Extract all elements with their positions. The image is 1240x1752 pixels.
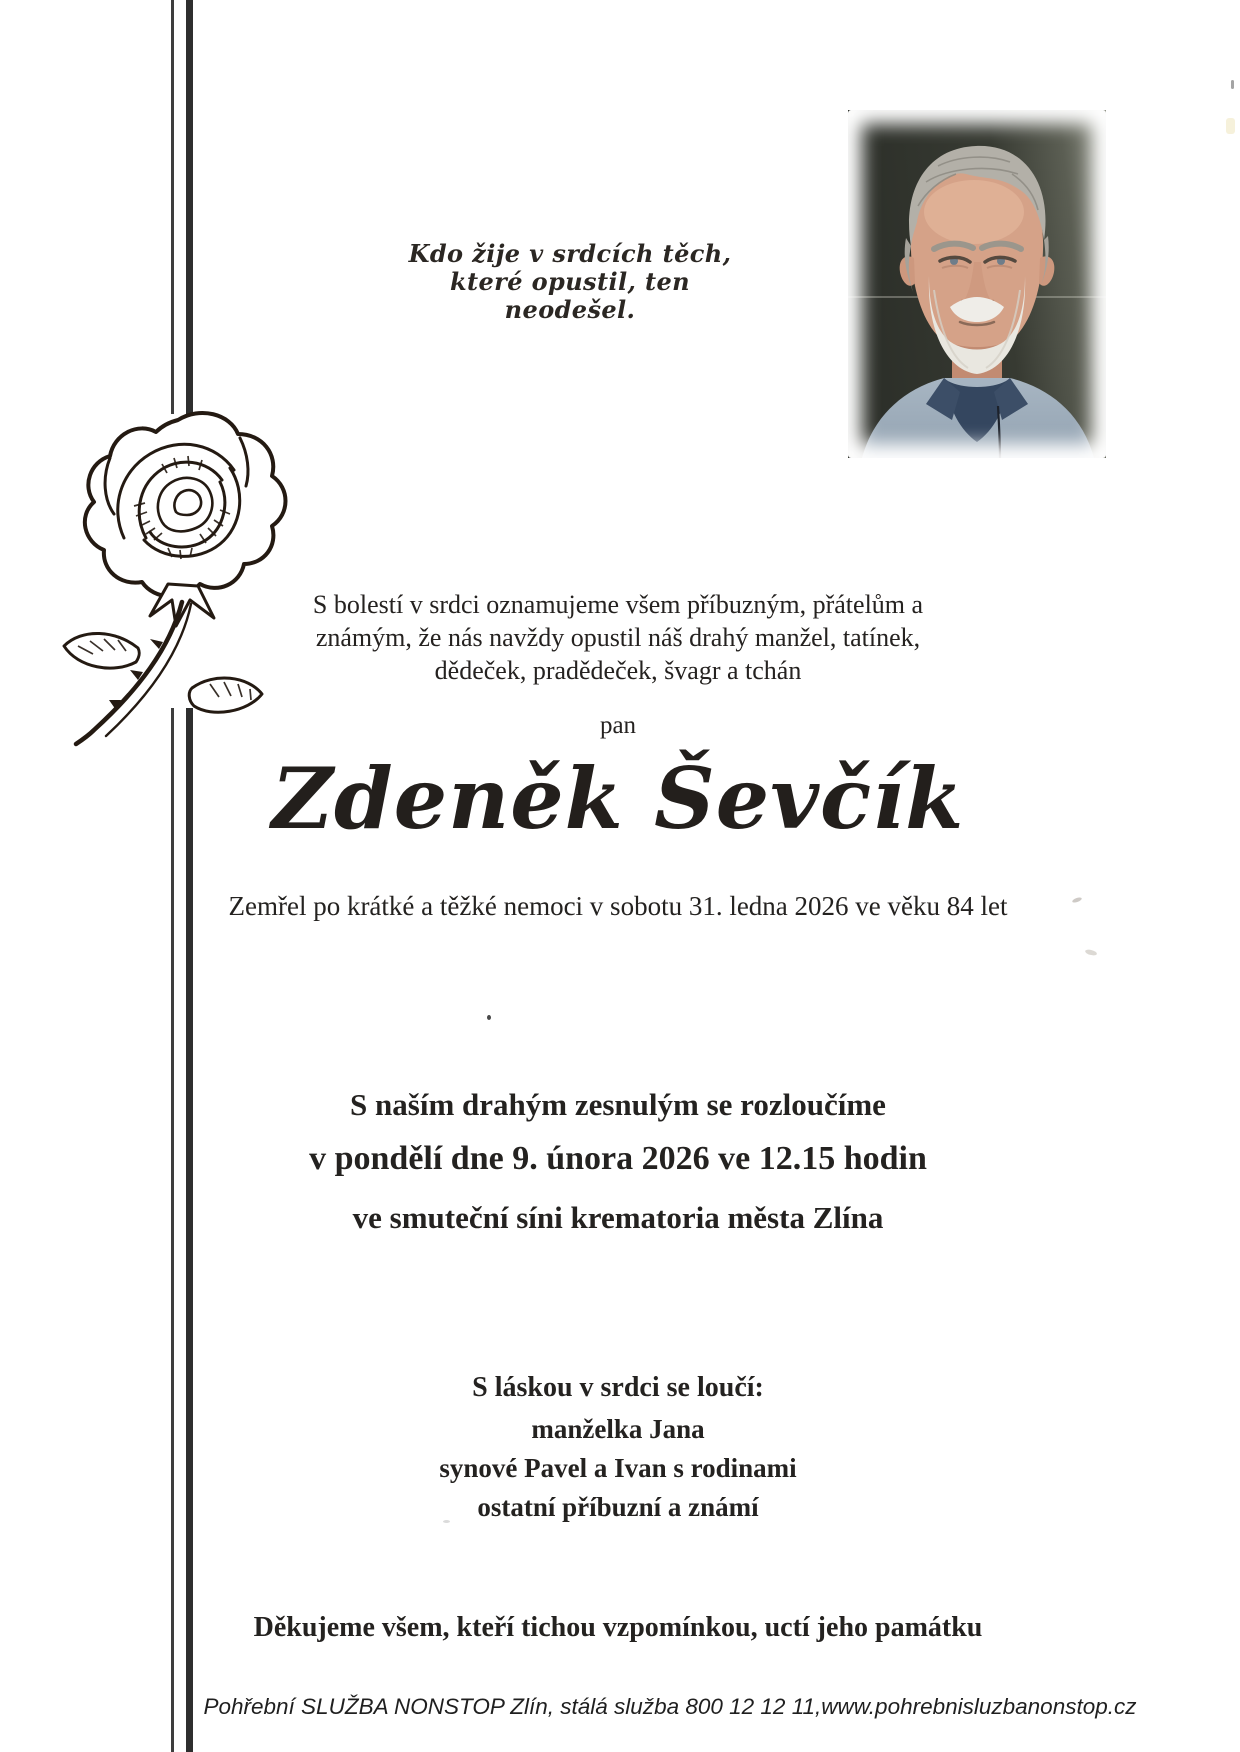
scan-speck (1072, 896, 1083, 903)
portrait-photo-icon (848, 110, 1106, 458)
quote-line: Kdo žije v srdcích těch, (408, 239, 732, 268)
thanks-line: Děkujeme všem, kteří tichou vzpomínkou, uctí jeho památku (253, 1612, 983, 1643)
announcement-line: dědeček, pradědeček, švagr a tchán (434, 656, 802, 685)
ceremony-line: S naším drahým zesnulým se rozloučíme (350, 1087, 886, 1122)
mourner-line: ostatní příbuzní a známí (477, 1492, 759, 1522)
rose-icon (50, 388, 295, 753)
mourner-line: synové Pavel a Ivan s rodinami (439, 1453, 797, 1483)
portrait-photo (848, 110, 1106, 458)
scan-speck (443, 1520, 450, 1523)
scan-speck (1231, 80, 1234, 89)
announcement-line: známým, že nás navždy opustil náš drahý manžel, tatínek, (315, 623, 921, 652)
deceased-name: Zdeněk Ševčík (271, 749, 965, 848)
quote-line: které opustil, ten (449, 267, 691, 296)
quote-line: neodešel. (504, 295, 636, 324)
scan-speck (1085, 949, 1098, 957)
scan-speck (1226, 118, 1235, 134)
scan-speck (487, 1015, 491, 1020)
announcement-line: S bolestí v srdci oznamujeme všem příbuzným, přátelům a (312, 590, 924, 619)
left-thick-rule-top (186, 0, 193, 414)
rose-illustration (50, 388, 295, 753)
memorial-quote (330, 240, 810, 324)
death-notice: Zemřel po krátké a těžké nemoci v sobotu 31. ledna 2026 ve věku 84 let (228, 891, 1008, 921)
left-thin-rule-bottom (171, 708, 174, 1752)
left-thin-rule-top (171, 0, 174, 414)
announcement-paragraph (190, 588, 1046, 687)
funeral-service-footer: Pohřební SLUŽBA NONSTOP Zlín, stálá služba 800 12 12 11,www.pohrebnisluzbanonstop.cz (203, 1694, 1137, 1719)
honorific: pan (599, 712, 637, 739)
mourner-line: manželka Jana (531, 1414, 705, 1444)
ceremony-place: ve smuteční síni krematoria města Zlína (352, 1200, 884, 1235)
ceremony-datetime: v pondělí dne 9. února 2026 ve 12.15 hodin (309, 1140, 927, 1177)
farewell-heading: S láskou v srdci se loučí: (472, 1372, 764, 1403)
